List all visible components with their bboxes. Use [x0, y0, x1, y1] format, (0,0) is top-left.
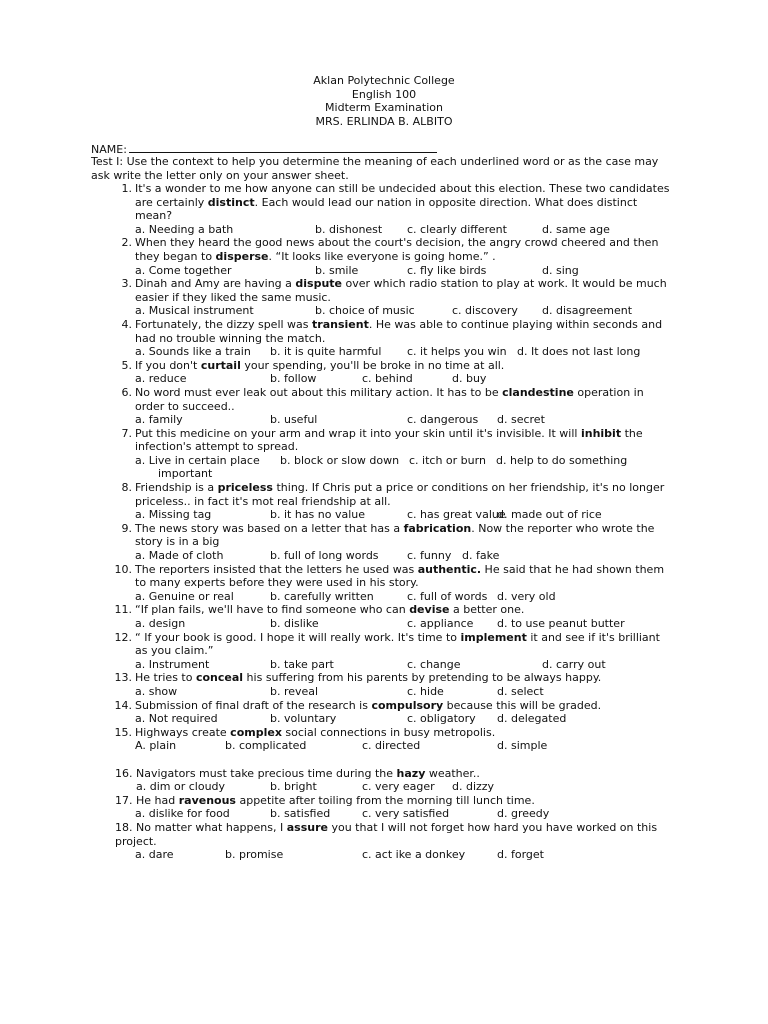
answer-options: [0, 807, 768, 821]
name-blank-line: [129, 142, 437, 153]
question-text: No word must ever leak out about this military action. It has to be clandestine operation in order to succeed..: [135, 385, 644, 413]
answer-options: [0, 345, 768, 359]
answer-options: [0, 712, 768, 726]
answer-option: d. simple: [497, 739, 548, 753]
answer-option: d. made out of rice: [497, 508, 602, 522]
key-word: implement: [460, 630, 527, 644]
answer-option: a. family: [135, 413, 183, 427]
question-text: Highways create complex social connections in busy metropolis.: [135, 725, 496, 739]
question-text: He tries to conceal his suffering from his parents by pretending to be always happy.: [135, 671, 602, 685]
key-word: compulsory: [371, 698, 444, 712]
question-number: 13.: [114, 671, 132, 685]
answer-option: b. satisfied: [270, 807, 331, 821]
question-item: [0, 427, 768, 481]
question-item: [0, 671, 768, 698]
question-number: 14.: [114, 698, 132, 712]
teacher-name: MRS. ERLINDA B. ALBITO: [315, 114, 453, 128]
answer-options: [0, 590, 768, 604]
answer-options: [0, 780, 768, 794]
answer-option: c. directed: [362, 739, 421, 753]
question-text: “ If your book is good. I hope it will really work. It's time to implement it and see if it's brilliant as you claim.”: [135, 630, 660, 658]
name-label: NAME:: [91, 143, 127, 156]
question-item: [0, 359, 768, 386]
key-word: inhibit: [580, 426, 622, 440]
question-number: 4.: [121, 317, 132, 331]
answer-option: c. clearly different: [407, 222, 507, 236]
answer-option: b. reveal: [270, 684, 319, 698]
question-number: 6.: [121, 385, 132, 399]
key-word: disperse: [215, 249, 269, 263]
answer-option: b. follow: [270, 372, 317, 386]
answer-option: d. forget: [497, 848, 544, 862]
question-text: It's a wonder to me how anyone can still be undecided about this election. These two candidates are certainly distinct. Each would lead our nation in opposite direction. What does distinct mean?: [135, 182, 670, 223]
question-item: [0, 767, 768, 794]
question-text: Dinah and Amy are having a dispute over which radio station to play at work. It would be much easier if they liked the same music.: [135, 277, 667, 304]
answer-option: d. delegated: [497, 712, 567, 726]
answer-option: c. has great value: [407, 508, 506, 522]
question-item: [0, 277, 768, 318]
question-number: 11.: [114, 603, 132, 617]
answer-option: c. full of words: [407, 589, 488, 603]
key-word: assure: [286, 820, 328, 834]
answer-option: a. dim or cloudy: [136, 780, 226, 794]
answer-option: c. hide: [407, 684, 444, 698]
question-text: 18. No matter what happens, I assure you that I will not forget how hard you have worked on this project.: [115, 820, 658, 848]
question-item: [0, 522, 768, 563]
answer-option: a. reduce: [135, 372, 187, 386]
question-text: Friendship is a priceless thing. If Chris put a price or conditions on her friendship, it's no longer priceless.. in fact it's mot real friendship at all.: [135, 481, 665, 508]
question-item: [0, 726, 768, 753]
key-word: curtail: [200, 358, 241, 372]
question-item: [0, 318, 768, 359]
question-text: “If plan fails, we'll have to find someone who can devise a better one.: [135, 603, 525, 617]
question-text: If you don't curtail your spending, you'll be broke in no time at all.: [135, 358, 505, 372]
answer-option: d. fake: [462, 549, 500, 563]
answer-option: b. dislike: [270, 617, 319, 630]
answer-option: b. full of long words: [270, 549, 379, 563]
answer-option: b. it has no value: [270, 508, 366, 522]
exam-title: Midterm Examination: [325, 101, 443, 115]
answer-option: A. plain: [135, 739, 177, 753]
answer-option: d. very old: [497, 589, 556, 603]
key-word: hazy: [396, 766, 426, 780]
question-number: 10.: [114, 562, 132, 576]
answer-option: d. secret: [497, 413, 545, 427]
key-word: ravenous: [178, 793, 236, 807]
question-text: Fortunately, the dizzy spell was transient. He was able to continue playing within seconds and had no trouble winning the match.: [135, 317, 663, 345]
question-item: [0, 236, 768, 277]
answer-options: [0, 549, 768, 563]
answer-option: d. buy: [452, 372, 487, 386]
answer-options: [0, 848, 768, 862]
question-item: [0, 794, 768, 821]
question-number: 17.: [115, 793, 136, 807]
spacer: [0, 753, 768, 767]
answer-option-continued: important: [158, 467, 213, 481]
question-item: [0, 386, 768, 427]
answer-option: d. same age: [542, 222, 610, 236]
answer-option: b. carefully written: [270, 589, 374, 603]
answer-options: [0, 304, 768, 318]
question-item: [0, 821, 768, 862]
question-text: The news story was based on a letter that has a fabrication. Now the reporter who wrote the story is in a big: [135, 521, 655, 549]
exam-header: [0, 74, 768, 128]
answer-option: c. change: [407, 657, 461, 671]
college-name: Aklan Polytechnic College: [313, 74, 455, 87]
answer-option: a. dare: [135, 848, 174, 862]
answer-option: d. greedy: [497, 807, 550, 821]
answer-option: b. block or slow down: [280, 453, 400, 467]
answer-options: [0, 372, 768, 386]
question-text: 17. He had ravenous appetite after toiling from the morning till lunch time.: [115, 793, 535, 807]
key-word: clandestine: [502, 385, 574, 399]
question-number: 7.: [121, 426, 132, 440]
answer-option: a. Genuine or real: [135, 589, 234, 603]
answer-option: b. useful: [270, 413, 318, 427]
key-word: priceless: [217, 481, 273, 495]
answer-option: a. Sounds like a train: [135, 345, 251, 359]
answer-option: d. help to do something: [496, 453, 628, 467]
answer-options: [0, 413, 768, 427]
answer-option: b. take part: [270, 657, 334, 671]
question-text: Submission of final draft of the research is compulsory because this will be graded.: [135, 698, 602, 712]
answer-option: d. carry out: [542, 657, 606, 671]
answer-options: [0, 264, 768, 278]
question-item: [0, 481, 768, 522]
answer-option: d. It does not last long: [517, 345, 641, 359]
answer-option: a. Live in certain place: [135, 453, 260, 467]
answer-option: a. dislike for food: [135, 807, 230, 821]
answer-option: a. Not required: [135, 712, 218, 726]
key-word: authentic.: [417, 562, 482, 576]
test-instructions: Test I: Use the context to help you determine the meaning of each underlined word or as the case may ask write the letter only on your answer sheet.: [91, 155, 659, 182]
answer-option: c. it helps you win: [407, 345, 507, 359]
answer-options: [0, 223, 768, 237]
answer-option: b. promise: [225, 848, 284, 862]
question-number: 3.: [121, 277, 132, 291]
answer-option: c. itch or burn: [409, 453, 486, 467]
answer-option: c. very eager: [362, 780, 435, 794]
question-text: Put this medicine on your arm and wrap it into your skin until it's invisible. It will inhibit the infection's attempt to spread.: [135, 426, 643, 454]
answer-option: b. dishonest: [315, 222, 383, 236]
question-item: [0, 631, 768, 672]
question-number: 16.: [115, 766, 136, 780]
key-word: dispute: [295, 277, 343, 291]
question-list: [0, 182, 768, 862]
answer-option: a. Missing tag: [135, 508, 212, 522]
answer-option: a. Instrument: [135, 657, 210, 671]
question-number: 18.: [115, 820, 136, 834]
question-number: 9.: [121, 521, 132, 535]
answer-option: d. disagreement: [542, 304, 633, 318]
question-item: [0, 563, 768, 604]
question-item: [0, 603, 768, 630]
answer-options: [0, 617, 768, 631]
question-text: The reporters insisted that the letters he used was authentic. He said that he had shown them to many experts before they were used in his story.: [135, 562, 665, 590]
question-number: 1.: [121, 182, 132, 195]
answer-option: c. obligatory: [407, 712, 476, 726]
key-word: conceal: [195, 671, 244, 685]
question-number: 2.: [121, 236, 132, 250]
answer-option: c. fly like birds: [407, 263, 487, 277]
answer-option: d. dizzy: [452, 780, 495, 794]
question-number: 5.: [121, 358, 132, 372]
question-number: 8.: [121, 481, 132, 495]
answer-option: c. dangerous: [407, 413, 479, 427]
answer-option: c. very satisfied: [362, 807, 450, 821]
answer-option: d. sing: [542, 263, 579, 277]
answer-option: b. smile: [315, 263, 359, 277]
answer-option: a. Come together: [135, 263, 232, 277]
answer-option: c. behind: [362, 372, 413, 386]
question-text: When they heard the good news about the court's decision, the angry crowd cheered and then they began to disperse. “It looks like everyone is going home.” .: [135, 236, 659, 263]
answer-option: c. act ike a donkey: [362, 848, 466, 862]
key-word: transient: [312, 317, 369, 331]
answer-option: c. funny: [407, 549, 452, 563]
answer-option: b. choice of music: [315, 304, 415, 318]
answer-option: c. appliance: [407, 617, 474, 630]
answer-option: d. select: [497, 684, 544, 698]
answer-options: [0, 739, 768, 753]
answer-options: [0, 508, 768, 522]
key-word: fabrication: [403, 521, 472, 535]
question-text: 16. Navigators must take precious time during the hazy weather..: [115, 766, 480, 780]
question-number: 15.: [114, 725, 132, 739]
answer-option: a. Made of cloth: [135, 549, 224, 563]
answer-options: [0, 658, 768, 672]
answer-option: b. it is quite harmful: [270, 345, 382, 359]
answer-option: b. voluntary: [270, 712, 337, 726]
answer-option: b. complicated: [225, 739, 307, 753]
answer-option: a. design: [135, 617, 186, 630]
answer-options: [0, 685, 768, 699]
question-number: 12.: [114, 630, 132, 644]
answer-option: d. to use peanut butter: [497, 617, 625, 630]
key-word: distinct: [207, 195, 255, 209]
answer-options: [0, 454, 768, 468]
question-item: [0, 699, 768, 726]
key-word: devise: [409, 603, 450, 617]
answer-option: c. discovery: [452, 304, 518, 318]
answer-option: b. bright: [270, 780, 317, 794]
answer-option: a. Needing a bath: [135, 222, 234, 236]
course-name: English 100: [351, 87, 417, 101]
answer-option: a. Musical instrument: [135, 304, 254, 318]
key-word: complex: [230, 725, 282, 739]
answer-option: a. show: [135, 684, 178, 698]
question-item: [0, 182, 768, 236]
